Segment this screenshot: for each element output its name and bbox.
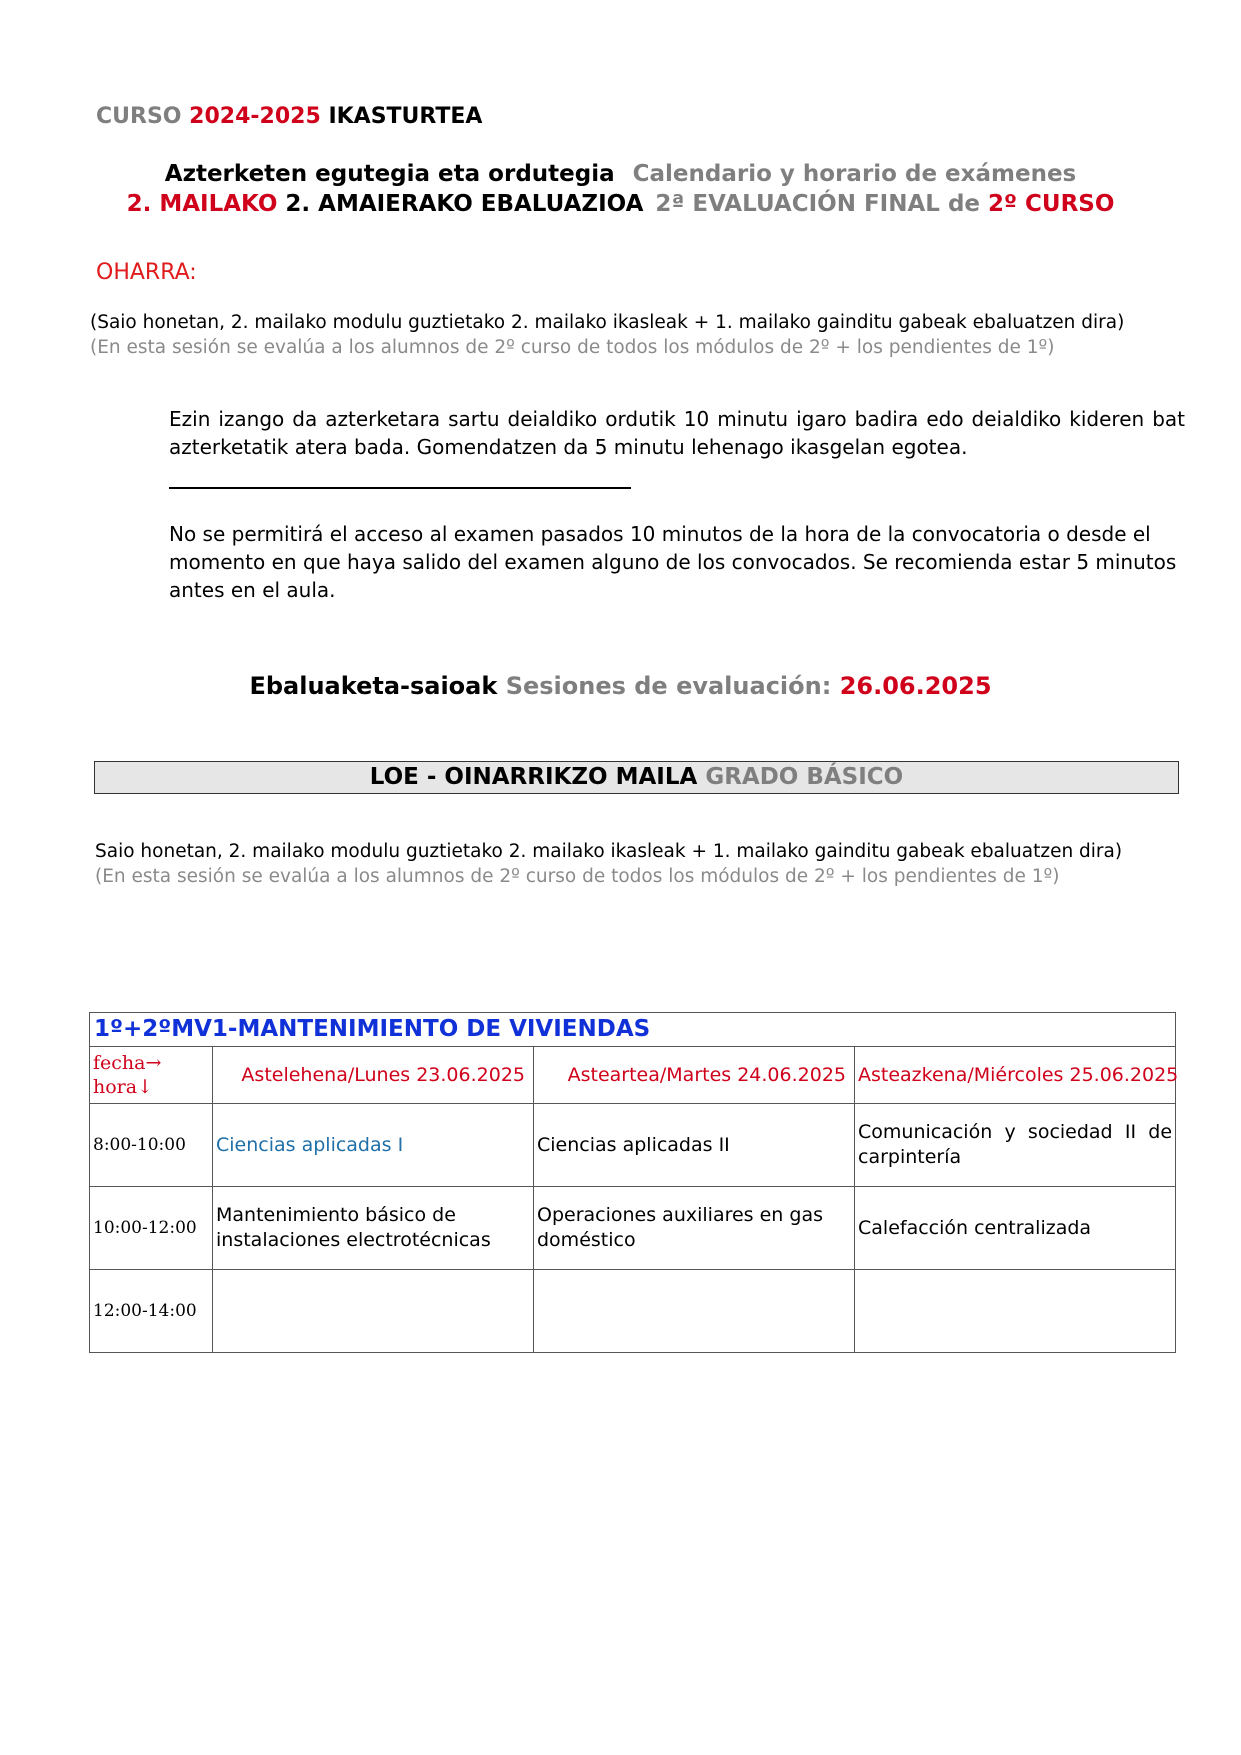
access-rule-eu: Ezin izango da azterketara sartu deialdiko ordutik 10 minutu igaro badira edo deialdiko kideren bat azterketatik atera bada. Gomendatzen da 5 minutu lehenago ikasgelan egotea. — [169, 407, 1185, 459]
sessions-label-es: Sesiones de evaluación: — [505, 672, 832, 700]
document-title — [0, 161, 1241, 187]
course-label-eu: IKASTURTEA — [328, 104, 483, 129]
table-row — [90, 1104, 1176, 1187]
sessions-date: 26.06.2025 — [839, 672, 992, 700]
day-header-tuesday: Asteartea/Martes 24.06.2025 — [534, 1047, 855, 1104]
course-label: CURSO — [96, 104, 182, 129]
table-header-row — [90, 1047, 1176, 1104]
subtitle-es-eval: 2ª EVALUACIÓN FINAL de — [655, 191, 981, 217]
exam-cell: Comunicación y sociedad II de carpintería — [855, 1104, 1176, 1187]
course-year-heading — [96, 104, 482, 129]
access-rule-es: No se permitirá el acceso al examen pasados 10 minutos de la hora de la convocatoria o desde el momento en que haya salido del examen alguno de los convocados. Se recomienda estar 5 minutos antes en el aula. — [169, 522, 1177, 602]
exam-cell — [534, 1270, 855, 1353]
corner-hour-label: hora↓ — [93, 1076, 154, 1098]
level-note-eu: Saio honetan, 2. mailako modulu guztietako 2. mailako ikasleak + 1. mailako gainditu gabeak ebaluatzen dira) — [95, 841, 1123, 862]
table-row — [90, 1187, 1176, 1270]
subtitle-es-level: 2º CURSO — [988, 191, 1115, 217]
level-label-es: GRADO BÁSICO — [705, 764, 904, 790]
level-label-eu: LOE - OINARRIKZO MAILA — [369, 764, 698, 790]
table-row — [90, 1270, 1176, 1353]
document-subtitle — [0, 191, 1241, 217]
day-header-wednesday: Asteazkena/Miércoles 25.06.2025 — [855, 1047, 1176, 1104]
exam-cell: Mantenimiento básico de instalaciones electrotécnicas — [213, 1187, 534, 1270]
day-header-monday: Astelehena/Lunes 23.06.2025 — [213, 1047, 534, 1104]
hour-cell: 8:00-10:00 — [90, 1104, 213, 1187]
notice-line-es: (En esta sesión se evalúa a los alumnos de 2º curso de todos los módulos de 2º + los pendientes de 1º) — [90, 337, 1055, 358]
corner-cell — [90, 1047, 213, 1104]
hour-cell: 12:00-14:00 — [90, 1270, 213, 1353]
exam-cell: Operaciones auxiliares en gas doméstico — [534, 1187, 855, 1270]
exam-cell — [855, 1270, 1176, 1353]
exam-cell: Ciencias aplicadas II — [534, 1104, 855, 1187]
course-years: 2024-2025 — [189, 104, 321, 129]
title-es: Calendario y horario de exámenes — [632, 161, 1077, 187]
level-banner — [94, 761, 1179, 794]
notice-label: OHARRA: — [96, 260, 197, 285]
level-note-es: (En esta sesión se evalúa a los alumnos de 2º curso de todos los módulos de 2º + los pendientes de 1º) — [95, 866, 1060, 887]
notice-line-eu: (Saio honetan, 2. mailako modulu guztietako 2. mailako ikasleak + 1. mailako gainditu gabeak ebaluatzen dira) — [90, 312, 1125, 333]
exam-cell — [213, 1270, 534, 1353]
exam-schedule-table — [89, 1012, 1179, 1353]
hour-cell: 10:00-12:00 — [90, 1187, 213, 1270]
divider-line — [169, 487, 631, 489]
sessions-label-eu: Ebaluaketa-saioak — [249, 672, 498, 700]
subtitle-eu-eval: 2. AMAIERAKO EBALUAZIOA — [285, 191, 644, 217]
exam-cell: Ciencias aplicadas I — [213, 1104, 534, 1187]
module-title: 1º+2ºMV1-MANTENIMIENTO DE VIVIENDAS — [90, 1013, 1176, 1047]
subtitle-eu-level: 2. MAILAKO — [126, 191, 278, 217]
title-eu: Azterketen egutegia eta ordutegia — [164, 161, 615, 187]
evaluation-sessions-heading — [0, 672, 1241, 700]
exam-cell: Calefacción centralizada — [855, 1187, 1176, 1270]
corner-date-label: fecha→ — [93, 1052, 162, 1074]
